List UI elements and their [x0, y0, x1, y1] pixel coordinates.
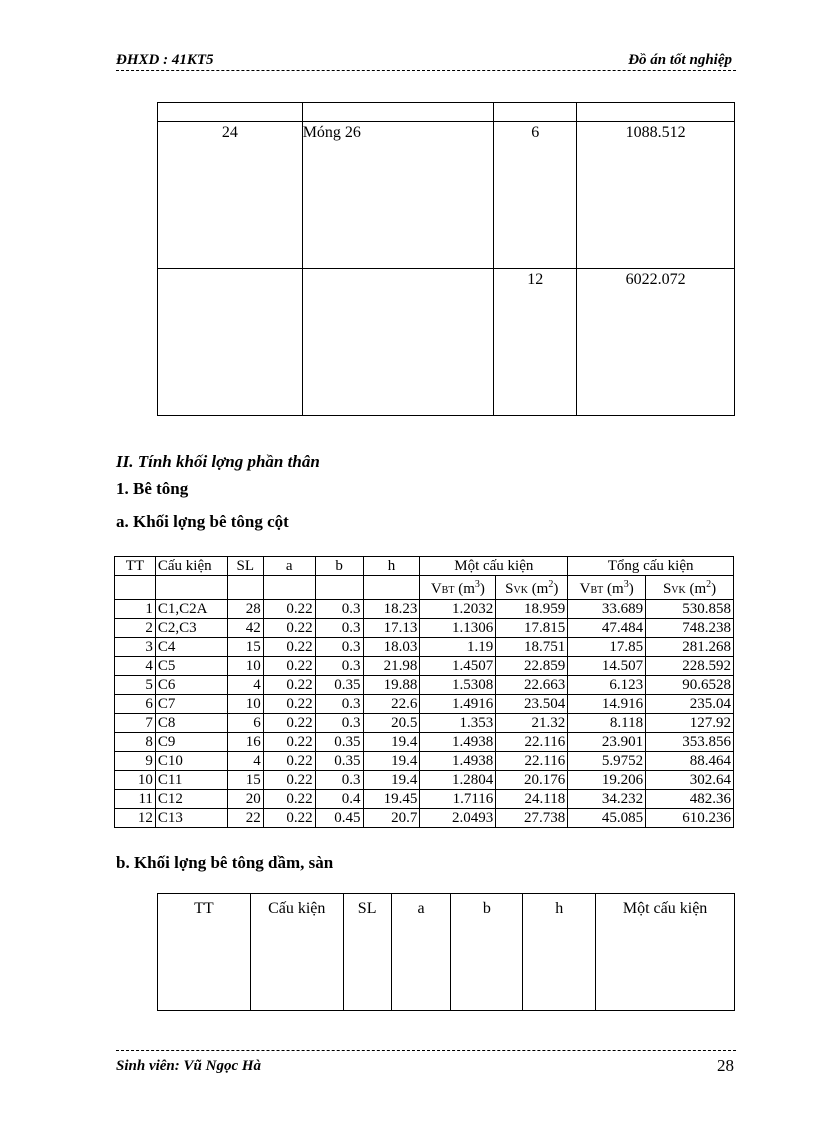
cell-area: 22.663	[496, 676, 568, 695]
cell-b: 0.3	[315, 638, 363, 657]
column-rows	[115, 600, 734, 828]
header-tt: TT	[115, 557, 156, 576]
cell-area: 20.176	[496, 771, 568, 790]
cell-sl: 15	[227, 638, 263, 657]
cell-total-volume: 34.232	[568, 790, 646, 809]
cell-a: 0.22	[263, 676, 315, 695]
cell-name: C8	[155, 714, 227, 733]
header-name: Cấu kiện	[250, 894, 343, 1011]
cell-area: 27.738	[496, 809, 568, 828]
cell-tt: 7	[115, 714, 156, 733]
cell-name: C2,C3	[155, 619, 227, 638]
cell-total-area: 748.238	[646, 619, 734, 638]
cell-a: 0.22	[263, 600, 315, 619]
cell-count: 6	[494, 122, 577, 269]
cell-total-area: 88.464	[646, 752, 734, 771]
cell-total-area: 228.592	[646, 657, 734, 676]
cell-area: 22.859	[496, 657, 568, 676]
cell-total-area: 353.856	[646, 733, 734, 752]
cell-total-volume: 47.484	[568, 619, 646, 638]
footer-divider	[116, 1050, 736, 1051]
cell-tt: 2	[115, 619, 156, 638]
cell-name: C5	[155, 657, 227, 676]
header-one-element: Một cấu kiện	[420, 557, 568, 576]
cell-total-volume: 5.9752	[568, 752, 646, 771]
table-header-row	[158, 894, 735, 1011]
header-a: a	[391, 894, 451, 1011]
cell-area: 18.751	[496, 638, 568, 657]
cell-volume: 1.4916	[420, 695, 496, 714]
cell-volume: 1.4938	[420, 752, 496, 771]
cell-a: 0.22	[263, 714, 315, 733]
cell-volume: 1.353	[420, 714, 496, 733]
cell-tt: 8	[115, 733, 156, 752]
cell-a: 0.22	[263, 695, 315, 714]
cell-volume: 1.2032	[420, 600, 496, 619]
table-row	[115, 771, 734, 790]
cell-area: 22.116	[496, 733, 568, 752]
table-row	[115, 638, 734, 657]
cell-total-area: 235.04	[646, 695, 734, 714]
section-heading-ii: II. Tính khối lợng phần thân	[116, 452, 320, 471]
cell-sl: 20	[227, 790, 263, 809]
cell-area: 18.959	[496, 600, 568, 619]
cell-volume: 2.0493	[420, 809, 496, 828]
cell-sl: 42	[227, 619, 263, 638]
cell-a: 0.22	[263, 771, 315, 790]
cell-a: 0.22	[263, 657, 315, 676]
cell-a: 0.22	[263, 638, 315, 657]
cell-sl: 4	[227, 676, 263, 695]
cell-total-volume: 19.206	[568, 771, 646, 790]
table-row	[115, 657, 734, 676]
table-row	[115, 714, 734, 733]
foundation-table	[157, 102, 735, 416]
header-total: Tổng cấu kiện	[568, 557, 734, 576]
cell-a: 0.22	[263, 619, 315, 638]
table-row	[158, 269, 735, 416]
cell-b: 0.35	[315, 752, 363, 771]
header-volume: VBT $(m^3)$	[420, 576, 496, 600]
cell-tt: 1	[115, 600, 156, 619]
cell-sl: 28	[227, 600, 263, 619]
cell-name: C13	[155, 809, 227, 828]
cell-volume: 1.4507	[420, 657, 496, 676]
cell-volume: 1.4938	[420, 733, 496, 752]
header-total-area: SVK $(m^2)$	[646, 576, 734, 600]
section-heading-concrete: 1. Bê tông	[116, 479, 189, 498]
cell-sl: 6	[227, 714, 263, 733]
cell-total-volume: 14.916	[568, 695, 646, 714]
cell-a: 0.22	[263, 733, 315, 752]
cell-name	[302, 269, 494, 416]
cell-area: 24.118	[496, 790, 568, 809]
cell-total-volume: 8.118	[568, 714, 646, 733]
cell-tt: 3	[115, 638, 156, 657]
cell-h: 18.23	[363, 600, 420, 619]
cell-h: 19.4	[363, 733, 420, 752]
cell-tt	[158, 269, 303, 416]
cell-total-volume: 45.085	[568, 809, 646, 828]
cell-h: 19.45	[363, 790, 420, 809]
cell-sl: 22	[227, 809, 263, 828]
cell-total-area: 302.64	[646, 771, 734, 790]
cell-h: 17.13	[363, 619, 420, 638]
table-row	[115, 733, 734, 752]
cell-h: 19.4	[363, 771, 420, 790]
header-title: Đồ án tốt nghiệp	[628, 52, 732, 68]
cell-total-volume: 33.689	[568, 600, 646, 619]
cell-value: 6022.072	[577, 269, 735, 416]
cell-total-area: 90.6528	[646, 676, 734, 695]
cell-b: 0.3	[315, 657, 363, 676]
cell-h: 20.7	[363, 809, 420, 828]
cell-name: C7	[155, 695, 227, 714]
cell-total-volume: 23.901	[568, 733, 646, 752]
cell-name: C10	[155, 752, 227, 771]
cell-name: C12	[155, 790, 227, 809]
cell-total-volume: 17.85	[568, 638, 646, 657]
cell-total-volume: 14.507	[568, 657, 646, 676]
cell-h: 21.98	[363, 657, 420, 676]
cell-tt: 11	[115, 790, 156, 809]
header-sl: SL	[343, 894, 391, 1011]
table-subheader-row	[115, 576, 734, 600]
cell-area: 23.504	[496, 695, 568, 714]
header-a: a	[263, 557, 315, 576]
cell-name: C11	[155, 771, 227, 790]
cell-volume: 1.5308	[420, 676, 496, 695]
cell-tt: 4	[115, 657, 156, 676]
cell-b: 0.35	[315, 676, 363, 695]
page-number: 28	[717, 1056, 734, 1075]
cell-total-area: 281.268	[646, 638, 734, 657]
cell-sl: 16	[227, 733, 263, 752]
header-b: b	[451, 894, 523, 1011]
cell-name: Móng 26	[302, 122, 494, 269]
cell-tt: 5	[115, 676, 156, 695]
header-tt: TT	[158, 894, 251, 1011]
footer-student: Sinh viên: Vũ Ngọc Hà	[116, 1058, 262, 1074]
cell-count: 12	[494, 269, 577, 416]
cell-total-area: 530.858	[646, 600, 734, 619]
cell-h: 19.4	[363, 752, 420, 771]
cell-b: 0.3	[315, 619, 363, 638]
cell-b: 0.3	[315, 714, 363, 733]
section-heading-columns: a. Khối lợng bê tông cột	[116, 512, 289, 531]
cell-b: 0.4	[315, 790, 363, 809]
table-row	[115, 752, 734, 771]
cell-a: 0.22	[263, 809, 315, 828]
cell-name: C6	[155, 676, 227, 695]
cell-total-volume: 6.123	[568, 676, 646, 695]
table-row	[115, 600, 734, 619]
cell-value: 1088.512	[577, 122, 735, 269]
table-row	[115, 676, 734, 695]
cell-b: 0.3	[315, 771, 363, 790]
cell-h: 20.5	[363, 714, 420, 733]
cell-volume: 1.1306	[420, 619, 496, 638]
header-sl: SL	[227, 557, 263, 576]
header-h: h	[523, 894, 596, 1011]
cell-total-area: 127.92	[646, 714, 734, 733]
table-row	[158, 103, 735, 122]
table-header-row	[115, 557, 734, 576]
cell-tt: 9	[115, 752, 156, 771]
table-row	[115, 790, 734, 809]
cell-total-area: 482.36	[646, 790, 734, 809]
cell-tt: 24	[158, 122, 303, 269]
cell-area: 17.815	[496, 619, 568, 638]
header-one-element: Một cấu kiện	[596, 894, 735, 1011]
cell-sl: 4	[227, 752, 263, 771]
cell-sl: 15	[227, 771, 263, 790]
cell-a: 0.22	[263, 790, 315, 809]
cell-tt: 10	[115, 771, 156, 790]
cell-h: 18.03	[363, 638, 420, 657]
cell-volume: 1.19	[420, 638, 496, 657]
cell-total-area: 610.236	[646, 809, 734, 828]
cell-tt: 6	[115, 695, 156, 714]
beam-slab-table	[157, 893, 735, 1011]
cell-volume: 1.7116	[420, 790, 496, 809]
cell-sl: 10	[227, 657, 263, 676]
cell-b: 0.3	[315, 695, 363, 714]
section-heading-beams: b. Khối lợng bê tông dầm, sàn	[116, 853, 334, 872]
cell-name: C4	[155, 638, 227, 657]
table-row	[115, 619, 734, 638]
cell-h: 19.88	[363, 676, 420, 695]
column-concrete-table	[114, 556, 734, 828]
header-course: ĐHXD : 41KT5	[116, 52, 214, 68]
cell-h: 22.6	[363, 695, 420, 714]
cell-name: C9	[155, 733, 227, 752]
cell-name: C1,C2A	[155, 600, 227, 619]
cell-area: 21.32	[496, 714, 568, 733]
cell-b: 0.45	[315, 809, 363, 828]
header-b: b	[315, 557, 363, 576]
table-row	[115, 695, 734, 714]
header-area: SVK $(m^2)$	[496, 576, 568, 600]
cell-volume: 1.2804	[420, 771, 496, 790]
cell-b: 0.35	[315, 733, 363, 752]
table-row	[158, 122, 735, 269]
cell-sl: 10	[227, 695, 263, 714]
cell-area: 22.116	[496, 752, 568, 771]
cell-a: 0.22	[263, 752, 315, 771]
cell-b: 0.3	[315, 600, 363, 619]
cell-tt: 12	[115, 809, 156, 828]
header-total-volume: VBT $(m^3)$	[568, 576, 646, 600]
header-name: Cấu kiện	[155, 557, 227, 576]
header-h: h	[363, 557, 420, 576]
table-row	[115, 809, 734, 828]
header-divider	[116, 70, 736, 71]
